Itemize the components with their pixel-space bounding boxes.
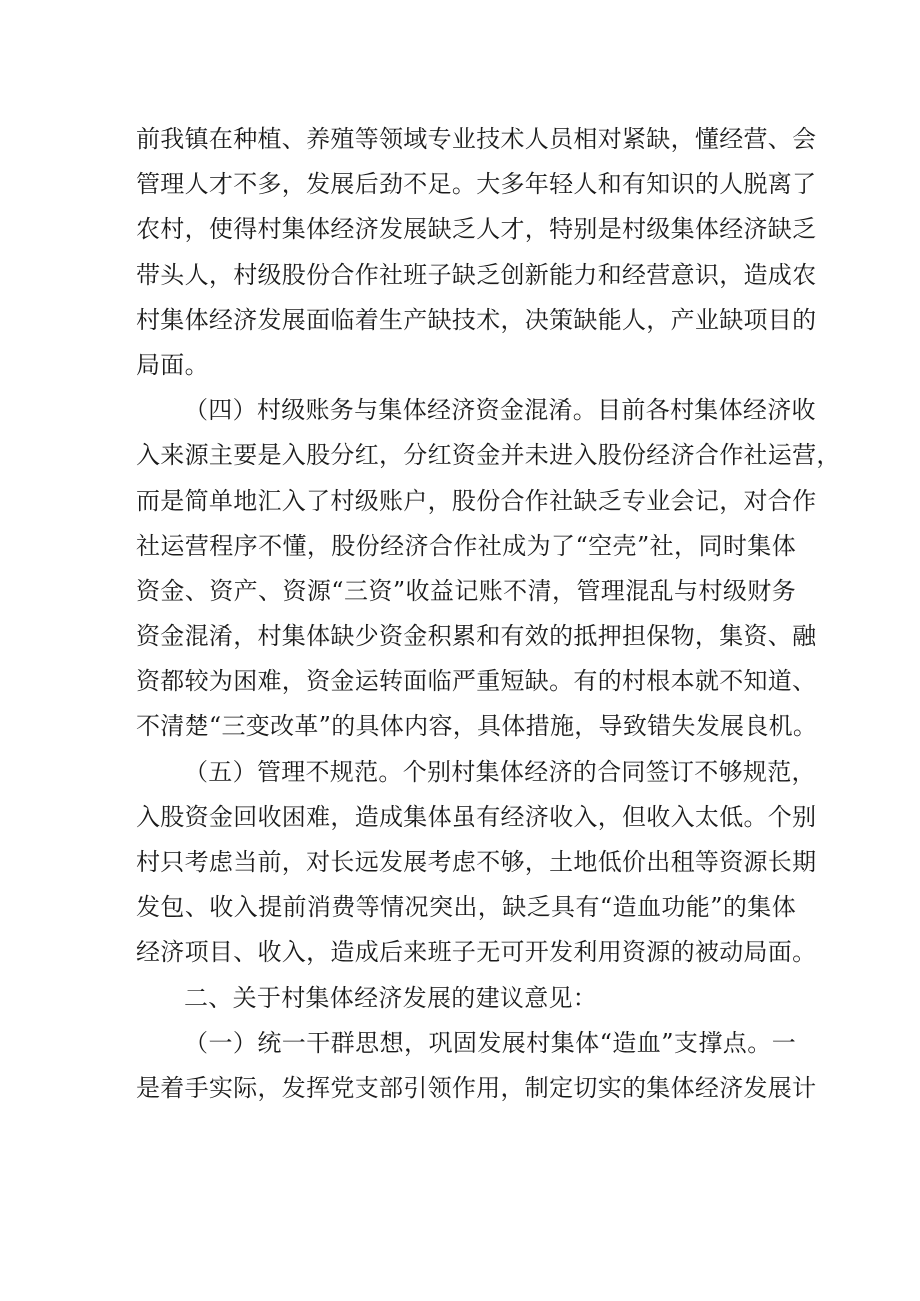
text-line: 资金、资产、资源“三资”收益记账不清，管理混乱与村级财务 bbox=[136, 576, 796, 605]
body-text bbox=[136, 117, 841, 1111]
text-line: 入来源主要是入股分红，分红资金并未进入股份经济合作社运营， bbox=[136, 441, 841, 470]
text-line: 农村，使得村集体经济发展缺乏人才，特别是村级集体经济缺乏 bbox=[136, 215, 817, 244]
text-line: 社运营程序不懂，股份经济合作社成为了“空壳”社，同时集体 bbox=[136, 531, 796, 560]
text-line: （一）统一干群思想，巩固发展村集体“造血”支撑点。一 bbox=[184, 1028, 796, 1057]
text-line: 带头人，村级股份合作社班子缺乏创新能力和经营意识，造成农 bbox=[136, 260, 817, 289]
text-line: 入股资金回收困难，造成集体虽有经济收入，但收入太低。个别 bbox=[136, 802, 817, 831]
text-line: （五）管理不规范。个别村集体经济的合同签订不够规范， bbox=[184, 757, 816, 786]
text-line: 前我镇在种植、养殖等领域专业技术人员相对紧缺，懂经营、会 bbox=[136, 125, 817, 153]
text-line: 资金混淆，村集体缺少资金积累和有效的抵押担保物，集资、融 bbox=[136, 622, 817, 651]
text-line: 经济项目、收入，造成后来班子无可开发利用资源的被动局面。 bbox=[136, 938, 817, 967]
text-line: 村只考虑当前，对长远发展考虑不够，土地低价出租等资源长期 bbox=[136, 848, 817, 876]
text-line: 而是简单地汇入了村级账户，股份合作社缺乏专业会记，对合作 bbox=[136, 486, 817, 515]
text-line: 村集体经济发展面临着生产缺技术，决策缺能人，产业缺项目的 bbox=[136, 305, 817, 334]
text-line: 二、关于村集体经济发展的建议意见： bbox=[184, 983, 598, 1012]
text-line: 是着手实际，发挥党支部引领作用，制定切实的集体经济发展计 bbox=[136, 1073, 817, 1102]
text-line: 局面。 bbox=[136, 350, 209, 379]
text-line: 发包、收入提前消费等情况突出，缺乏具有“造血功能”的集体 bbox=[136, 893, 796, 922]
text-line: 管理人才不多，发展后劲不足。大多年轻人和有知识的人脱离了 bbox=[136, 170, 817, 199]
text-line: 资都较为困难，资金运转面临严重短缺。有的村根本就不知道、 bbox=[136, 667, 817, 696]
text-line: （四）村级账务与集体经济资金混淆。目前各村集体经济收 bbox=[184, 396, 816, 425]
text-line: 不清楚“三变改革”的具体内容，具体措施，导致错失发展良机。 bbox=[136, 712, 818, 741]
